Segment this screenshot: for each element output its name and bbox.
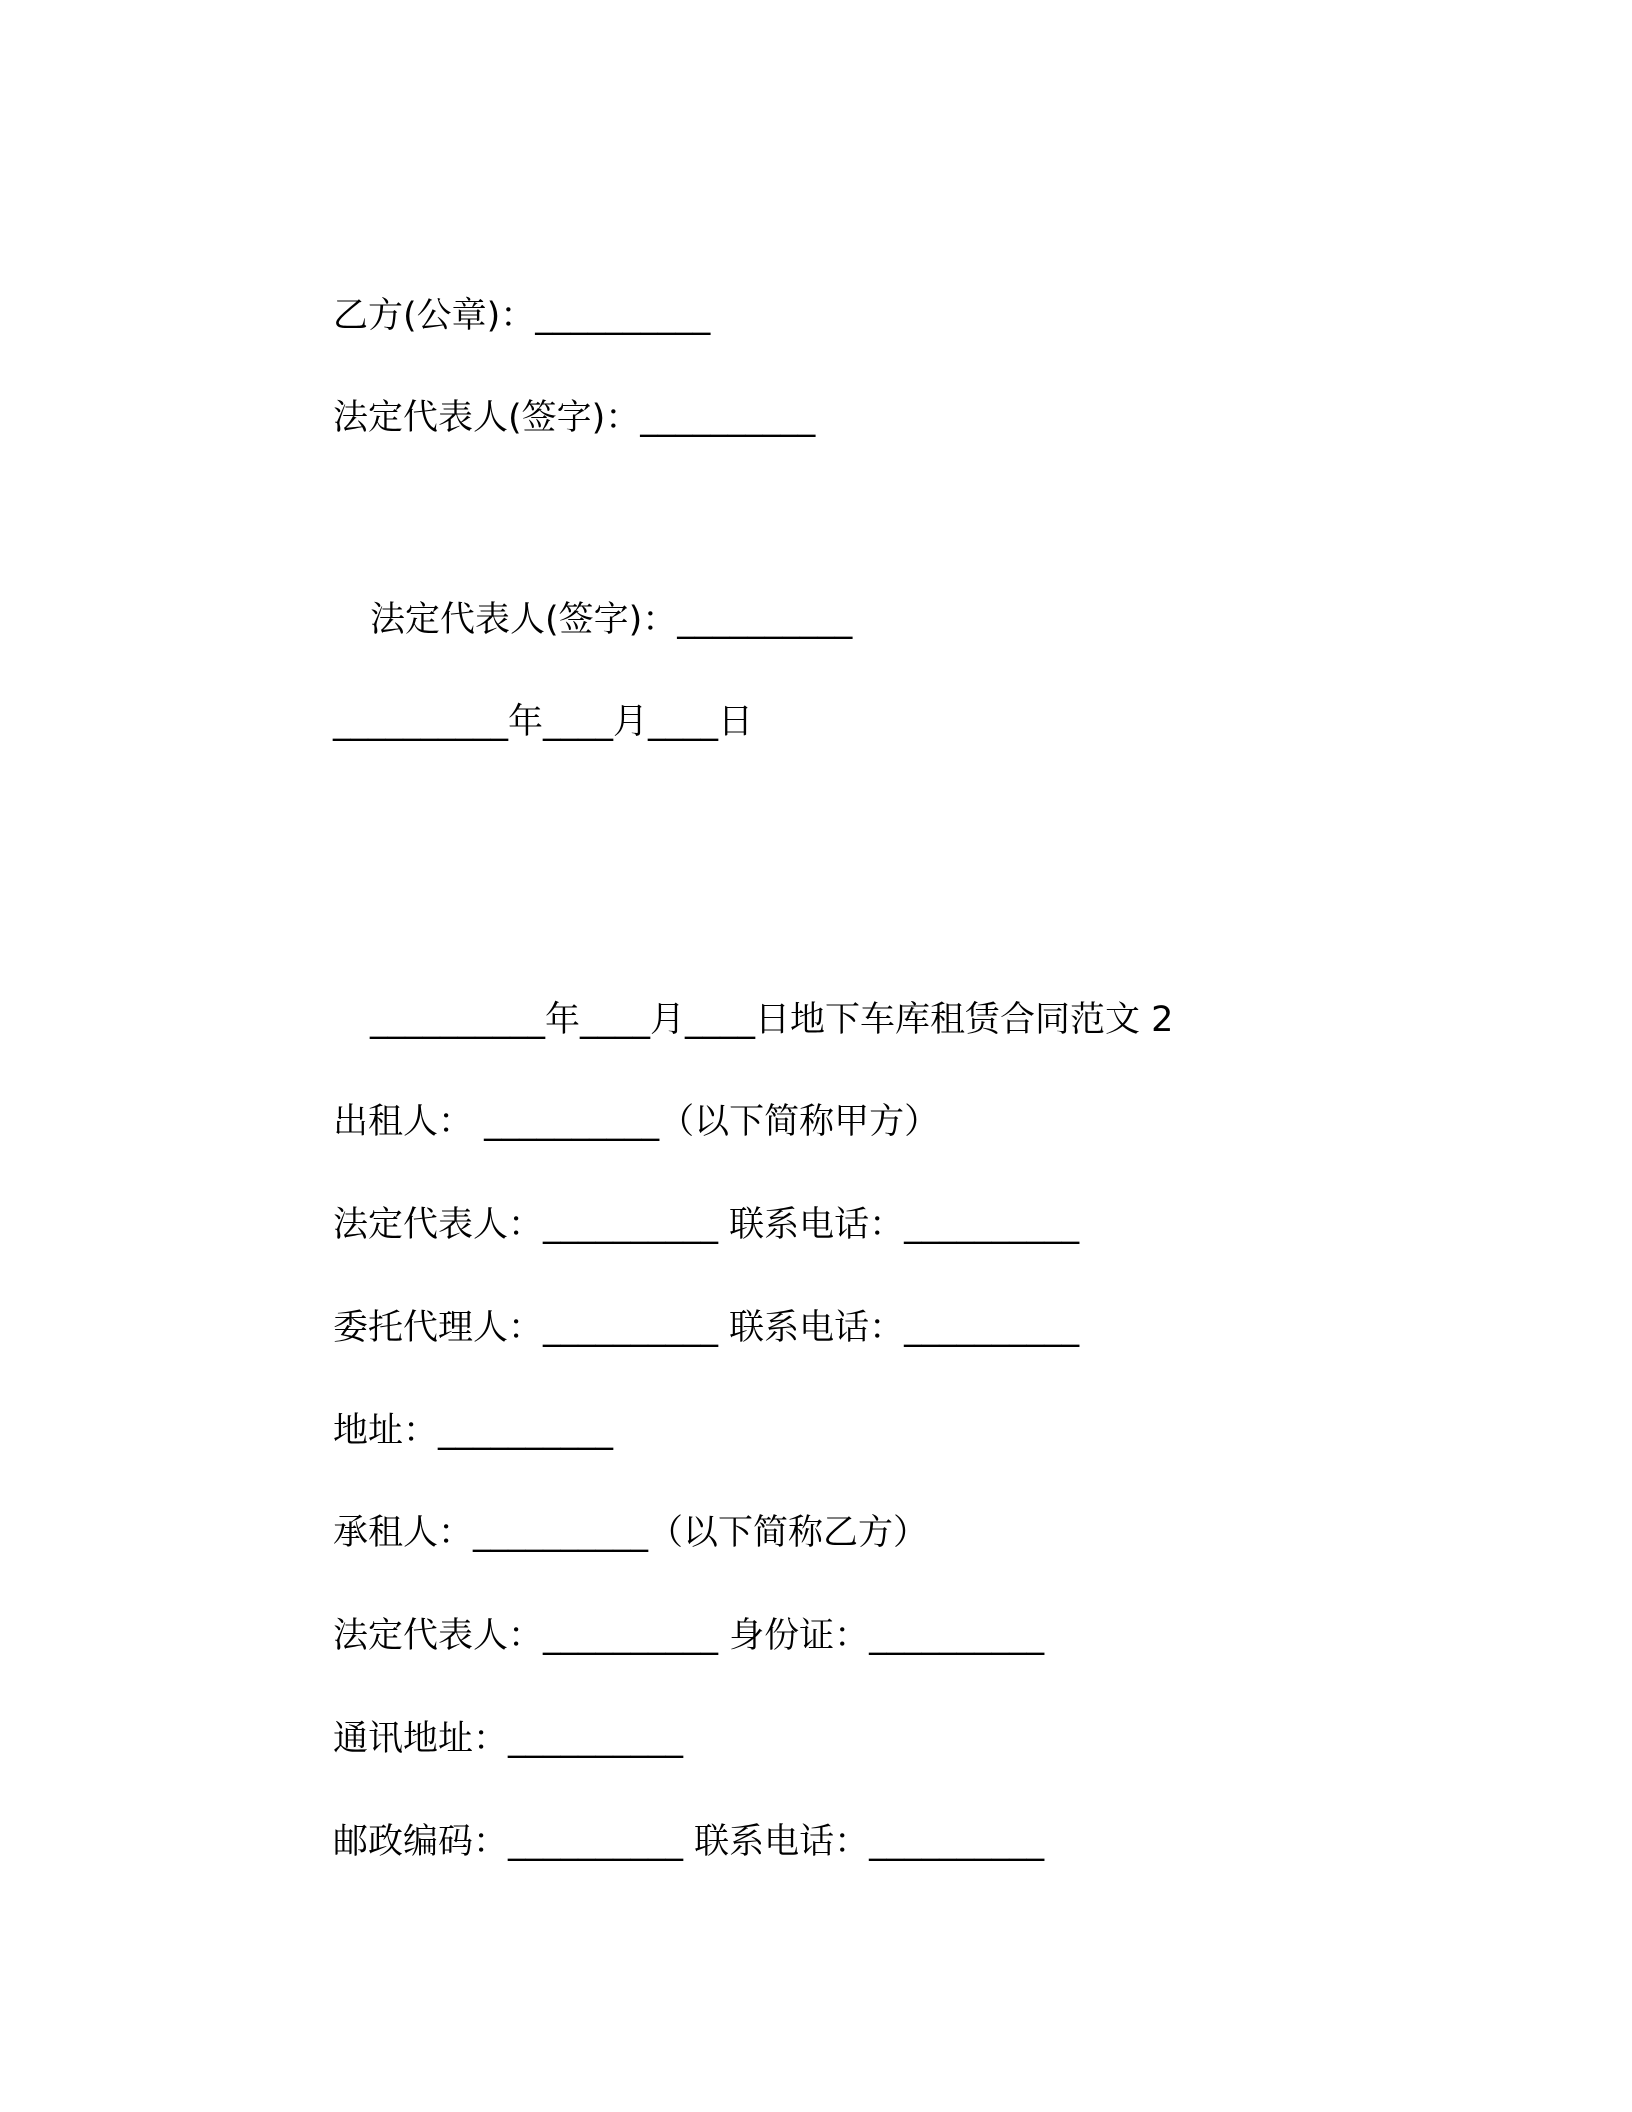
- lessee-postal-line: 邮政编码：__________ 联系电话：__________: [333, 1822, 1045, 1862]
- legal-rep-signature-line-2: 法定代表人(签字)：__________: [370, 600, 853, 640]
- lessor-line: 出租人： __________（以下简称甲方）: [333, 1102, 940, 1142]
- lessee-line: 承租人：__________（以下简称乙方）: [333, 1513, 929, 1553]
- lessor-address-line: 地址：__________: [333, 1411, 614, 1451]
- lessor-agent-line: 委托代理人：__________ 联系电话：__________: [333, 1308, 1080, 1348]
- date-line: __________年____月____日: [333, 702, 754, 742]
- lessee-legal-rep-line: 法定代表人：__________ 身份证：__________: [333, 1616, 1045, 1656]
- lessor-legal-rep-line: 法定代表人：__________ 联系电话：__________: [333, 1205, 1080, 1245]
- legal-rep-signature-line: 法定代表人(签字)：__________: [333, 398, 816, 438]
- lessee-address-line: 通讯地址：__________: [333, 1719, 684, 1759]
- contract-title-line: __________年____月____日地下车库租赁合同范文 2: [370, 1000, 1174, 1040]
- party-b-seal-line: 乙方(公章)：__________: [333, 296, 711, 336]
